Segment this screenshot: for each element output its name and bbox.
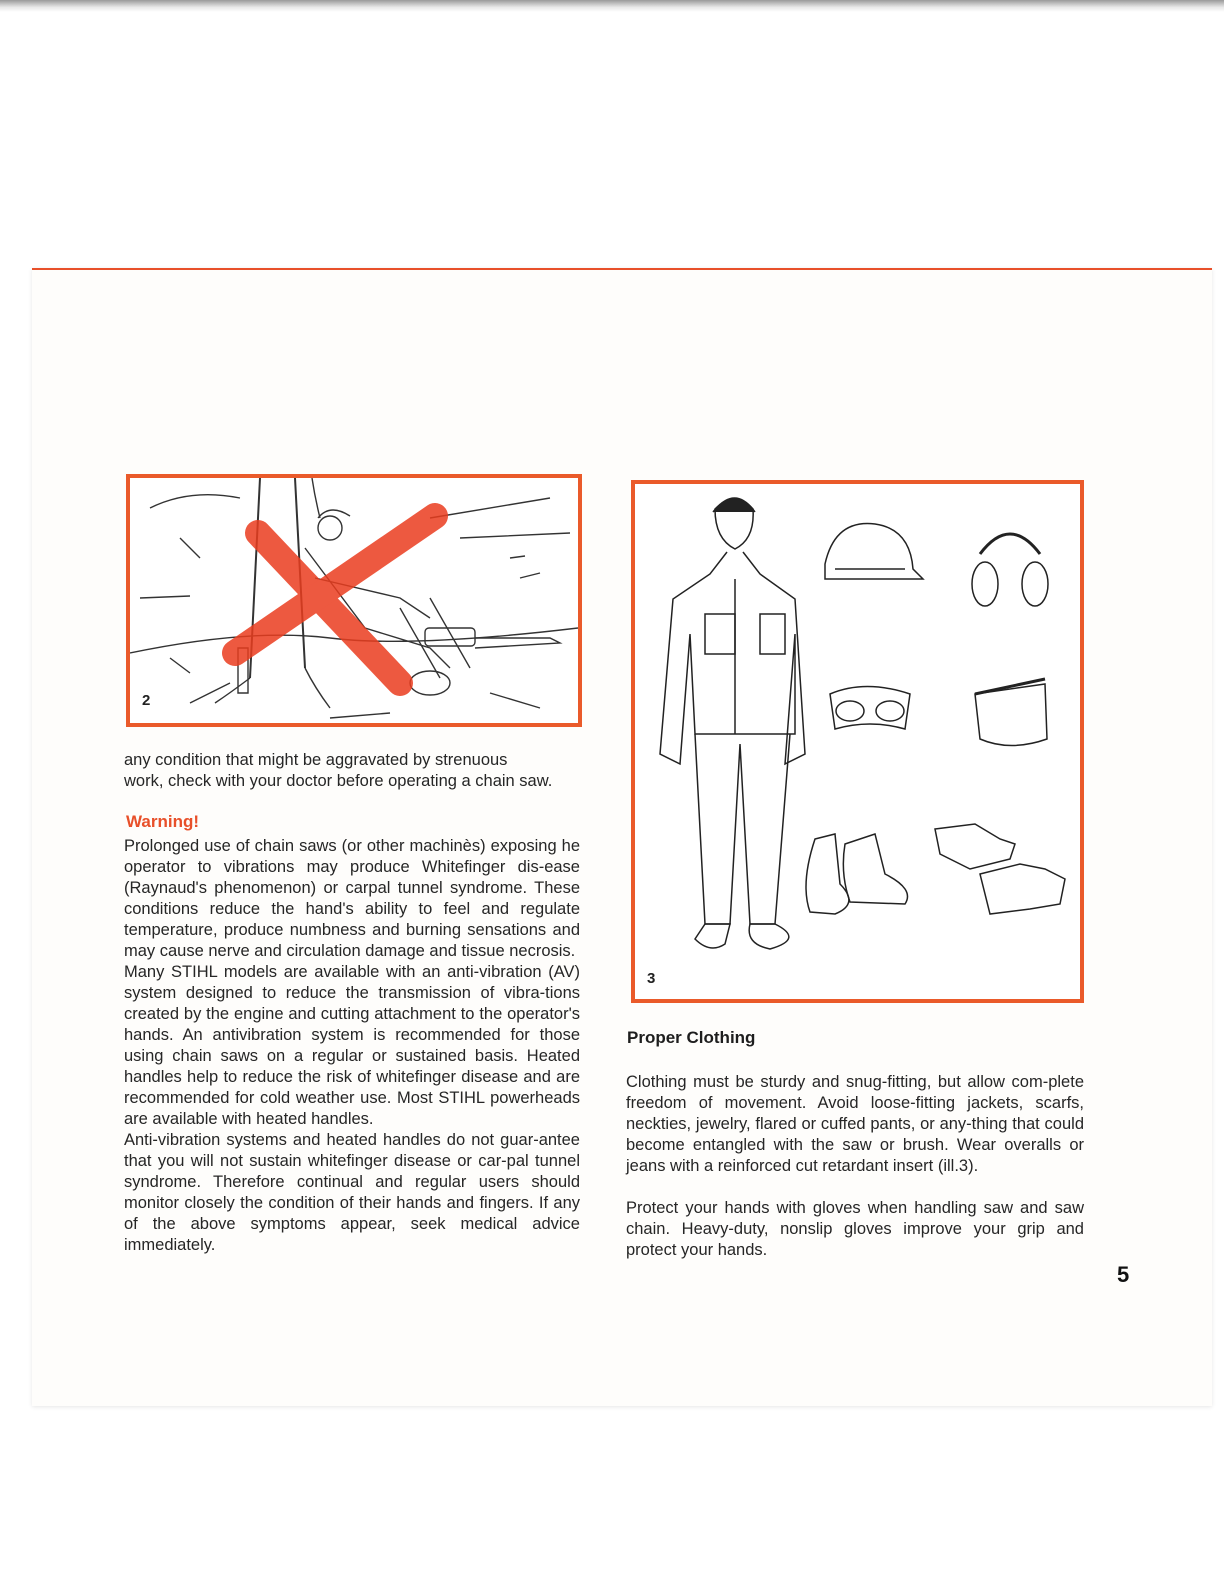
figure-3-illustration (635, 484, 1080, 999)
figure-2-resting-operator (126, 474, 582, 727)
clothing-text (626, 1072, 1084, 1261)
figure-3-protective-clothing (631, 480, 1084, 1003)
warning-paragraph: Prolonged use of chain saws (or other machinès) exposing he operator to vibrations may produce Whitefinger dis-ease (Raynaud's phenomenon) or carpal tunnel syndrome. These conditions reduce the hand's ability to feel and regulate temperature, produce numbness and burning sensations and may cause nerve and circulation damage and tissue necrosis. (124, 837, 580, 960)
figure-2-illustration (130, 478, 578, 723)
proper-clothing-heading: Proper Clothing (627, 1028, 756, 1047)
warning-paragraph: Anti-vibration systems and heated handles do not guar-antee that you will not sustain whitefinger disease or car-pal tunnel syndrome. Therefore continual and regular users should monitor closely the condition of their hands and fingers. If any of the above symptoms appear, seek medical advice immediately. (124, 1131, 580, 1254)
figure-3-number: 3 (647, 970, 656, 987)
figure-2-number: 2 (142, 692, 151, 709)
warning-text (124, 836, 580, 1256)
page-number: 5 (1117, 1262, 1130, 1287)
scan-top-edge (0, 0, 1224, 12)
clothing-paragraph: Protect your hands with gloves when handling saw and saw chain. Heavy-duty, nonslip gloves improve your grip and protect your hands. (626, 1199, 1084, 1259)
clothing-paragraph: Clothing must be sturdy and snug-fitting, but allow com-plete freedom of movement. Avoid loose-fitting jackets, scarfs, neckties, jewelry, flared or cuffed pants, or any-thing that could become entangled with the saw or brush. Wear overalls or jeans with a reinforced cut retardant insert (ill.3). (626, 1073, 1084, 1175)
intro-text (124, 750, 580, 792)
warning-paragraph: Many STIHL models are available with an anti-vibration (AV) system designed to reduce the transmission of vibra-tions created by the engine and cutting attachment to the operator's hands. An antivibration system is recommended for those using chain saws on a regular or sustained basis. Heated handles help to reduce the risk of whitefinger disease and are recommended for cold weather use. Most STIHL powerheads are available with heated handles. (124, 963, 580, 1128)
warning-heading: Warning! (126, 812, 200, 831)
intro-line: work, check with your doctor before operating a chain saw. (124, 772, 553, 790)
intro-line: any condition that might be aggravated by strenuous (124, 751, 508, 769)
